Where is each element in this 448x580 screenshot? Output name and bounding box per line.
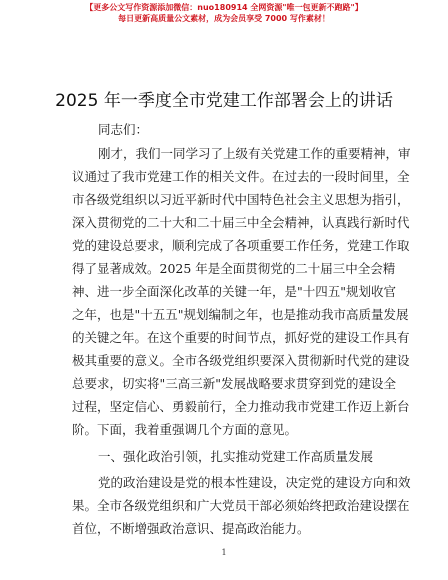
paragraph-line: 总要求，切实将"三高三新"发展战略要求贯穿到党的建设全: [72, 376, 397, 391]
paragraph-line: 议通过了我市党建工作的相关文件。在过去的一段时间里，全: [72, 169, 410, 184]
paragraph-line: 过程，坚定信心、勇毅前行，全力推动我市党建工作迈上新台: [72, 399, 410, 414]
section-heading: 一、强化政治引领，扎实推动党建工作高质量发展: [98, 449, 374, 464]
paragraph-line: 党的建设总要求，顺利完成了各项重要工作任务，党建工作取: [72, 238, 410, 253]
paragraph-line: 市各级党组织以习近平新时代中国特色社会主义思想为指引，: [72, 192, 410, 207]
paragraph-line: 得了显著成效。2025 年是全面贯彻党的二十届三中全会精: [72, 261, 396, 276]
promo-banner-line2: 每日更新高质量公文素材，成为会员享受 7000 写作素材！: [118, 14, 330, 23]
promo-banner-line1: 【更多公文写作资源添加微信：nuo180914 全网资源"唯一包更新不跑路"】: [85, 3, 363, 12]
paragraph-line: 的关键之年。在这个重要的时间节点，抓好党的建设工作具有: [72, 330, 410, 345]
page-number: 1: [221, 548, 227, 557]
paragraph-line: 之年，也是"十五五"规划编制之年，也是推动我市高质量发展: [72, 307, 409, 322]
paragraph-line: 果。全市各级党组织和广大党员干部必须始终把政治建设摆在: [72, 498, 410, 513]
paragraph-line: 极其重要的意义。全市各级党组织要深入贯彻新时代党的建设: [72, 353, 410, 368]
paragraph-line: 深入贯彻党的二十大和二十届三中全会精神，认真践行新时代: [72, 215, 410, 230]
document-title: 2025 年一季度全市党建工作部署会上的讲话: [55, 91, 393, 111]
paragraph-line: 神、进一步全面深化改革的关键一年，是"十四五"规划收官: [72, 284, 397, 299]
paragraph-line: 阶。下面，我着重强调几个方面的意见。: [72, 422, 298, 437]
salutation: 同志们：: [98, 122, 149, 137]
paragraph-line: 党的政治建设是党的根本性建设，决定党的建设方向和效: [98, 475, 411, 490]
paragraph-line: 首位，不断增强政治意识、提高政治能力。: [72, 521, 310, 536]
paragraph-line: 刚才，我们一同学习了上级有关党建工作的重要精神，审: [98, 146, 411, 161]
